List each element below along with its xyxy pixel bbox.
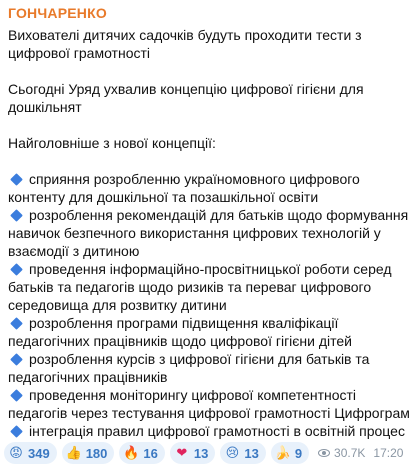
reaction-count: 180 (85, 445, 108, 461)
reaction-count: 349 (28, 445, 50, 461)
reaction-count: 13 (244, 445, 259, 461)
heart-icon: ❤ (176, 445, 188, 460)
list-item-text: сприяння розробленню україномовного цифрового контенту для дошкільної та позашкільної освіти (8, 171, 360, 205)
list-item (8, 422, 410, 440)
reaction-count: 9 (294, 445, 303, 461)
list-item-text: розроблення рекомендацій для батьків щодо формування навичок безпечного використання цифрових технологій у взаємодії з дитиною (8, 207, 409, 259)
list-item (8, 206, 410, 260)
post-footer (4, 440, 416, 466)
list-item-text: розроблення програми підвищення кваліфікації педагогічних працівників щодо цифрової гігієни дітей (8, 315, 353, 349)
blue-diamond-icon (10, 353, 23, 366)
blue-diamond-icon (10, 173, 23, 186)
list-item (8, 170, 410, 206)
reaction-count: 13 (193, 445, 209, 461)
post-meta (318, 446, 403, 460)
blue-diamond-icon (10, 425, 23, 438)
reaction-thumbs-up[interactable] (62, 442, 115, 464)
angry-face-icon: 😡 (9, 445, 23, 460)
thumbs-up-icon: 👍 (65, 445, 82, 460)
reaction-count: 16 (143, 445, 158, 461)
reaction-heart[interactable] (170, 442, 215, 464)
blue-diamond-icon (10, 389, 23, 402)
blue-diamond-icon (10, 209, 23, 222)
list-item (8, 314, 410, 350)
post-text (8, 26, 410, 440)
list-item-text: розроблення курсів з цифрової гігієни для батьків та педагогічних працівників (8, 351, 370, 385)
post-intro: Сьогодні Уряд ухвалив концепцію цифрової гігієни для дошкільнят (8, 81, 364, 115)
reaction-crying[interactable] (220, 442, 265, 464)
list-item (8, 350, 410, 386)
reaction-angry[interactable] (4, 442, 57, 464)
post-headline: Вихователі дитячих садочків будуть проходити тести з цифрової грамотності (8, 27, 362, 61)
channel-name[interactable]: ГОНЧАРЕНКО (8, 5, 107, 21)
banana-icon: 🍌 (274, 445, 291, 460)
list-item (8, 260, 410, 314)
crying-face-icon: 😢 (225, 445, 240, 460)
reaction-banana[interactable] (271, 442, 309, 464)
blue-diamond-icon (10, 317, 23, 330)
list-item-text: інтеграція правил цифрової грамотності в освітній процес (29, 423, 405, 439)
post-time: 17:20 (373, 446, 404, 460)
fire-icon: 🔥 (123, 445, 140, 460)
reaction-fire[interactable] (119, 442, 164, 464)
post-list-heading: Найголовніше з нової концепції: (8, 135, 216, 151)
eye-icon (318, 449, 330, 457)
list-item-text: проведення моніторингу цифрової компетентності педагогів через тестування цифрової грамотності Цифрограм (8, 387, 410, 421)
view-count: 30.7K (334, 446, 366, 460)
list-item-text: проведення інформаційно-просвітницької роботи серед батьків та педагогів щодо ризиків та переваг цифрового середовища для розвитку дитини (8, 261, 392, 313)
list-item (8, 386, 410, 422)
blue-diamond-icon (10, 263, 23, 276)
